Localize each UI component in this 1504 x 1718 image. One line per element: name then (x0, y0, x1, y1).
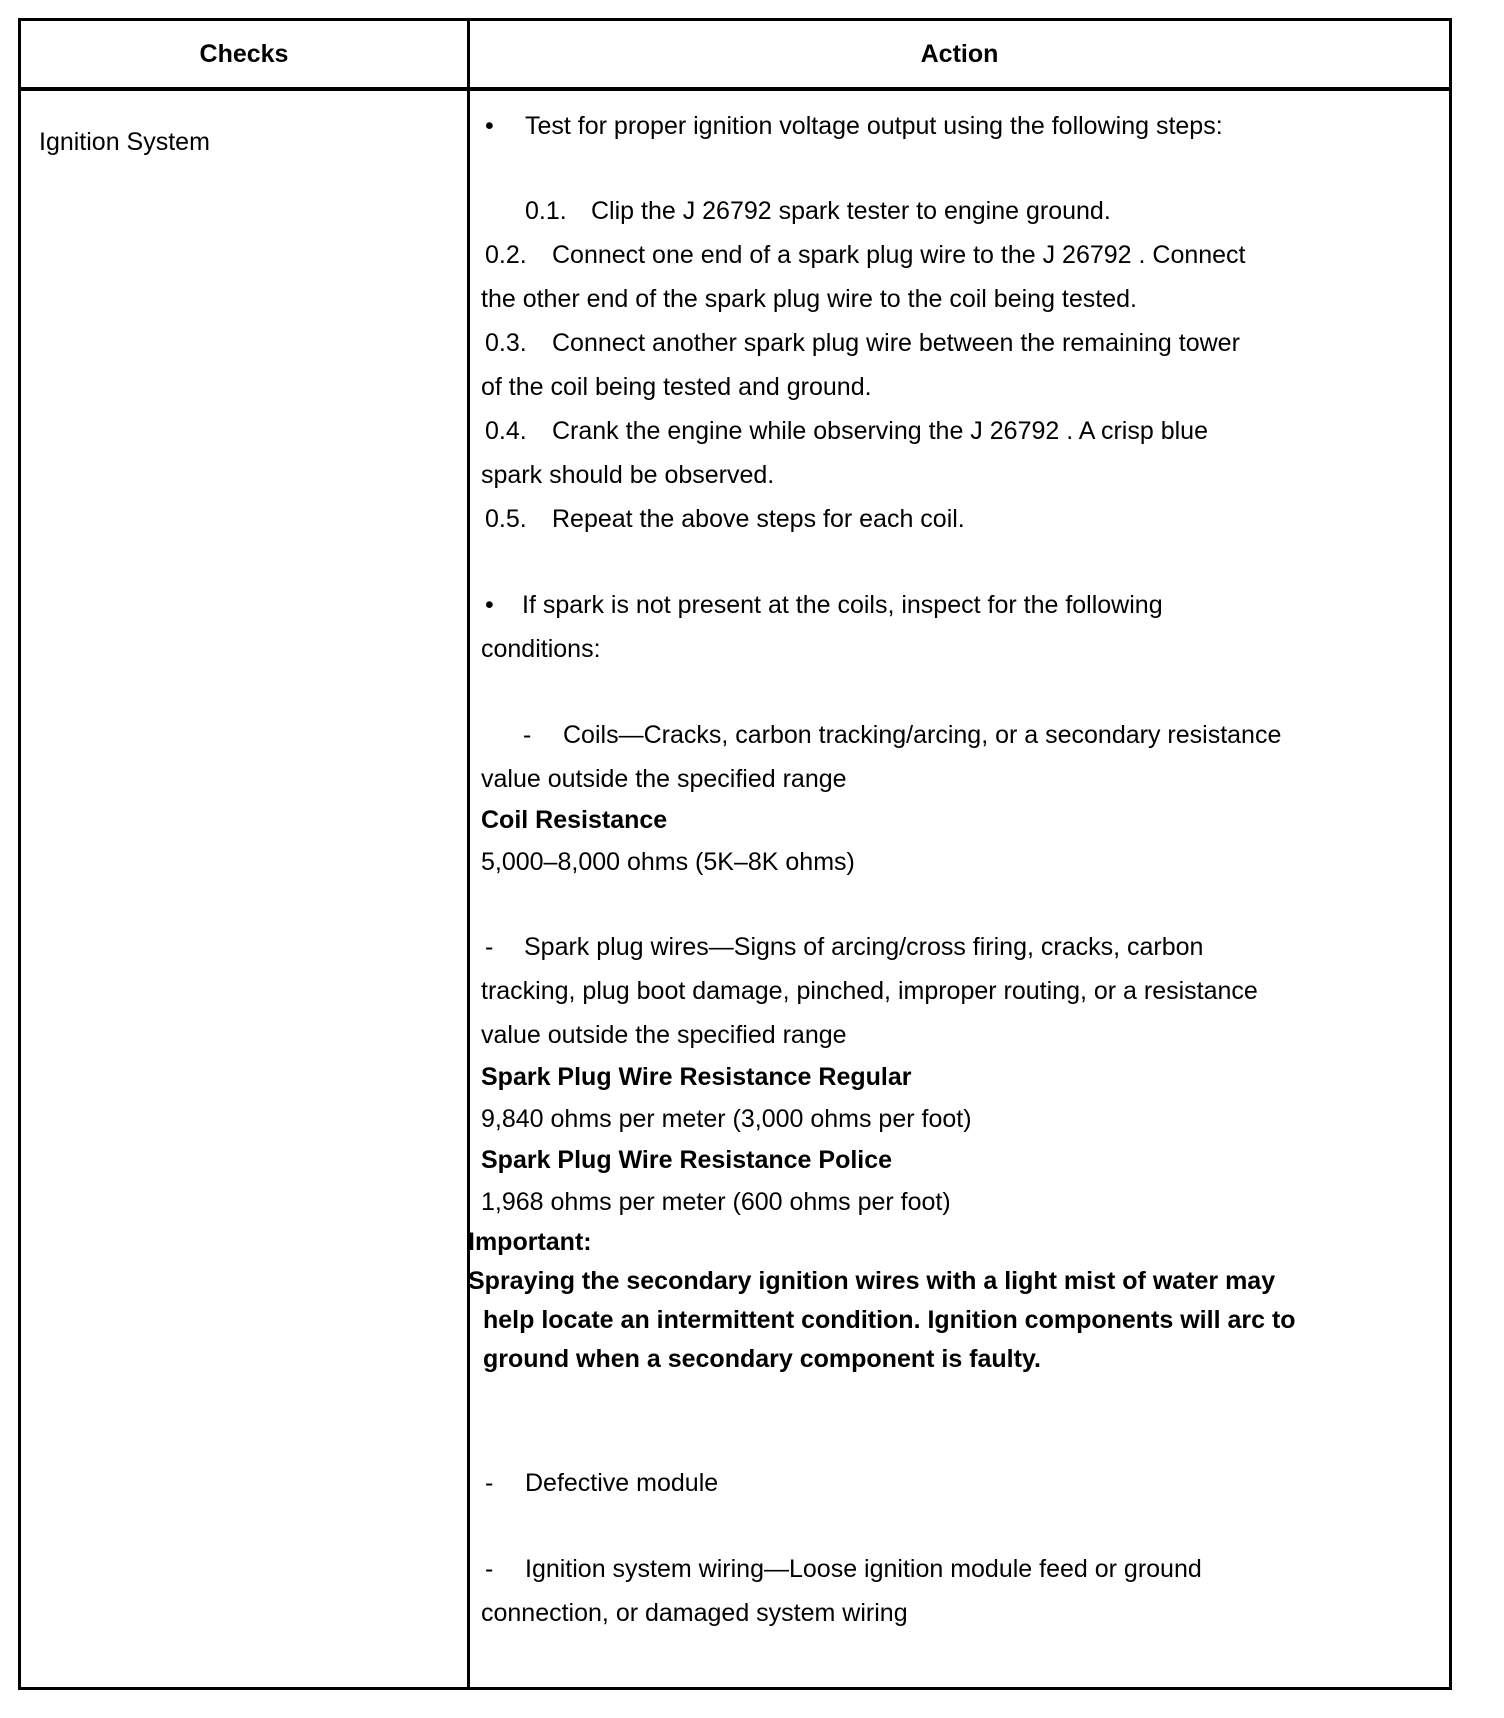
dash-marker: - (485, 1469, 494, 1497)
step-text: Clip the J 26792 spark tester to engine ground. (591, 197, 1111, 225)
dash-marker: - (485, 1555, 494, 1583)
wires-text-cont: tracking, plug boot damage, pinched, improper routing, or a resistance (481, 977, 1258, 1005)
check-ignition-system: Ignition System (39, 128, 210, 156)
wires-text-cont: value outside the specified range (481, 1021, 847, 1049)
step-number: 0.2. (485, 241, 527, 269)
module-text: Defective module (525, 1469, 719, 1497)
coil-resistance-value: 5,000–8,000 ohms (5K–8K ohms) (481, 848, 855, 876)
if-spark-text: If spark is not present at the coils, inspect for the following (522, 591, 1163, 619)
coils-text: Coils—Cracks, carbon tracking/arcing, or a secondary resistance (563, 721, 1282, 749)
coils-text-cont: value outside the specified range (481, 765, 847, 793)
step-text: Crank the engine while observing the J 26792 . A crisp blue (552, 417, 1208, 445)
important-text: ground when a secondary component is faulty. (483, 1345, 1041, 1373)
step-text: Repeat the above steps for each coil. (552, 505, 965, 533)
header-checks: Checks (199, 40, 289, 68)
coil-resistance-label: Coil Resistance (481, 806, 668, 834)
regular-resistance-label: Spark Plug Wire Resistance Regular (481, 1063, 912, 1091)
step-text-cont: the other end of the spark plug wire to the coil being tested. (481, 285, 1137, 313)
step-text: Connect one end of a spark plug wire to the J 26792 . Connect (552, 241, 1246, 269)
column-divider (467, 21, 470, 1687)
bullet-marker: • (485, 112, 494, 140)
step-text-cont: of the coil being tested and ground. (481, 373, 872, 401)
step-text-cont: spark should be observed. (481, 461, 775, 489)
header-divider (21, 87, 1449, 91)
important-label: Important: (468, 1228, 592, 1256)
regular-resistance-value: 9,840 ohms per meter (3,000 ohms per foot) (481, 1105, 972, 1133)
intro-text: Test for proper ignition voltage output using the following steps: (525, 112, 1223, 140)
if-spark-text-cont: conditions: (481, 635, 601, 663)
header-action: Action (920, 40, 999, 68)
important-text: Spraying the secondary ignition wires with a light mist of water may (468, 1267, 1276, 1295)
police-resistance-label: Spark Plug Wire Resistance Police (481, 1146, 893, 1174)
step-number: 0.4. (485, 417, 527, 445)
police-resistance-value: 1,968 ohms per meter (600 ohms per foot) (481, 1188, 951, 1216)
step-number: 0.1. (525, 197, 567, 225)
important-text: help locate an intermittent condition. Ignition components will arc to (483, 1306, 1296, 1334)
bullet-marker: • (485, 591, 494, 619)
dash-marker: - (523, 721, 532, 749)
dash-marker: - (485, 933, 494, 961)
step-text: Connect another spark plug wire between the remaining tower (552, 329, 1240, 357)
step-number: 0.5. (485, 505, 527, 533)
wiring-text: Ignition system wiring—Loose ignition module feed or ground (525, 1555, 1202, 1583)
wires-text: Spark plug wires—Signs of arcing/cross firing, cracks, carbon (524, 933, 1204, 961)
wiring-text-cont: connection, or damaged system wiring (481, 1599, 908, 1627)
step-number: 0.3. (485, 329, 527, 357)
